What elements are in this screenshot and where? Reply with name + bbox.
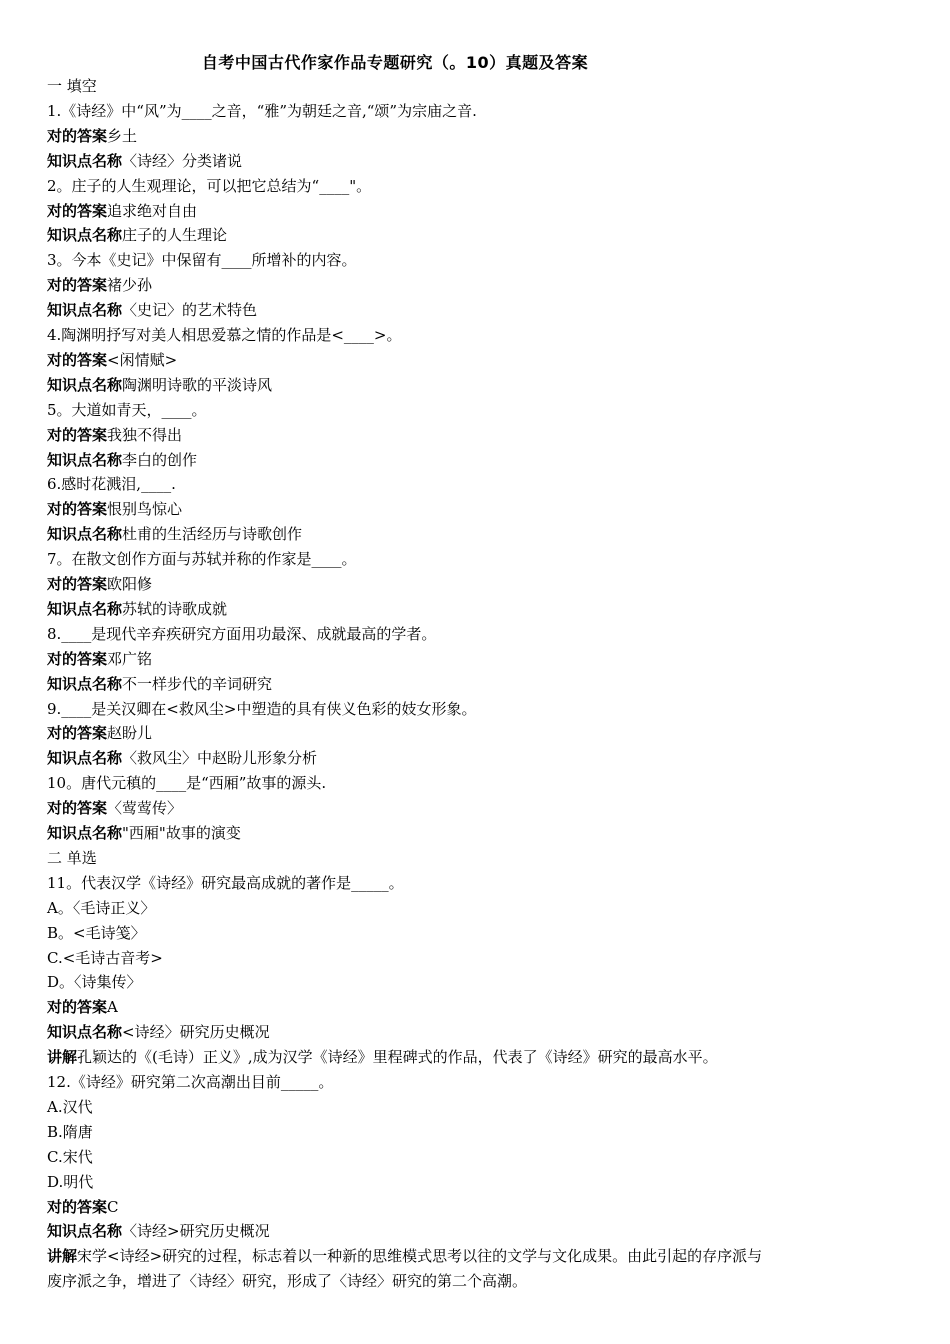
text-line — [47, 275, 152, 295]
line-text: C — [107, 1197, 119, 1216]
line-text: 不一样步代的辛词研究 — [122, 674, 273, 693]
field-label: 对的答案 — [47, 575, 108, 593]
line-text: C.<毛诗古音考> — [47, 948, 163, 967]
text-line — [47, 1271, 527, 1291]
text-line — [47, 1197, 119, 1217]
field-label: 知识点名称 — [47, 375, 123, 394]
text-line — [47, 126, 137, 146]
field-label: 知识点名称 — [47, 824, 123, 842]
line-text: <诗经〉研究历史概况 — [122, 1023, 270, 1042]
line-text: A — [107, 998, 118, 1017]
line-text: A.汉代 — [47, 1097, 93, 1116]
text-line — [47, 823, 241, 843]
text-line — [47, 1047, 718, 1067]
text-line — [47, 76, 97, 96]
text-line — [47, 350, 177, 370]
text-line — [47, 848, 97, 868]
line-text: 二 单选 — [47, 848, 97, 867]
line-text: 褚少孙 — [107, 276, 153, 295]
text-line — [47, 201, 197, 221]
field-label: 对的答案 — [47, 276, 108, 295]
text-line — [47, 798, 182, 818]
line-text: 〈莺莺传〉 — [107, 799, 183, 818]
line-text: 追求绝对自由 — [107, 201, 198, 220]
line-text: <闲情赋> — [107, 350, 178, 369]
text-line — [47, 400, 207, 420]
text-line — [47, 300, 257, 320]
text-line — [47, 1022, 270, 1042]
line-text: 一 填空 — [47, 77, 97, 95]
text-line — [47, 649, 152, 669]
line-text: B.隋唐 — [47, 1122, 93, 1141]
line-text: 1.《诗经》中“风”为____之音，“雅”为朝廷之音,“颂”为宗庙之音. — [47, 101, 477, 120]
line-text: 9.____是关汉卿在<救风尘>中塑造的具有侠义色彩的妓女形象。 — [47, 699, 477, 718]
text-line — [47, 151, 242, 171]
text-line — [47, 450, 197, 470]
line-text: 〈诗经>研究历史概况 — [122, 1222, 270, 1241]
line-text: 宋学<诗经>研究的过程，标志着以一种新的思维模式思考以往的文学与文化成果。由此引起的存序派与 — [77, 1247, 763, 1266]
line-text: 孔颖达的《(毛诗）正义》,成为汉学《诗经》里程碑式的作品，代表了《诗经》研究的最高水平。 — [77, 1048, 718, 1067]
line-text: 7。在散文创作方面与苏轼并称的作家是____。 — [47, 550, 357, 569]
field-label: 对的答案 — [47, 724, 108, 743]
field-label: 知识点名称 — [47, 749, 123, 768]
field-label: 对的答案 — [47, 126, 108, 145]
line-text: 苏轼的诗歌成就 — [122, 599, 228, 618]
line-text: 6.感时花溅泪,____. — [47, 475, 176, 494]
field-label: 知识点名称 — [47, 226, 123, 245]
text-line — [47, 325, 401, 345]
text-line — [47, 948, 163, 968]
line-text: "西厢"故事的演变 — [122, 824, 241, 842]
text-line — [47, 699, 476, 719]
text-line — [47, 574, 152, 594]
field-label: 知识点名称 — [47, 674, 123, 693]
text-line — [47, 375, 272, 395]
text-line — [47, 972, 142, 992]
line-text: 我独不得出 — [107, 425, 183, 444]
field-label: 知识点名称 — [47, 301, 123, 320]
text-line — [47, 674, 272, 694]
line-text: 〈诗经〉分类诸说 — [122, 151, 243, 170]
text-line — [47, 1147, 93, 1167]
line-text: 乡土 — [107, 126, 138, 145]
line-text: 4.陶渊明抒写对美人相思爱慕之情的作品是<____>。 — [47, 326, 402, 344]
field-label: 对的答案 — [47, 799, 108, 818]
text-line — [47, 748, 317, 768]
field-label: 对的答案 — [47, 350, 108, 369]
text-line — [47, 873, 404, 893]
text-line — [47, 524, 302, 544]
line-text: 8.____是现代辛弃疾研究方面用功最深、成就最高的学者。 — [47, 624, 437, 643]
line-text: 3。今本《史记》中保留有____所增补的内容。 — [47, 251, 357, 270]
field-label: 知识点名称 — [47, 151, 123, 170]
text-line — [47, 599, 227, 619]
text-line — [47, 225, 227, 245]
line-text: 杜甫的生活经历与诗歌创作 — [122, 525, 303, 544]
line-text: D。〈诗集传〉 — [47, 973, 142, 992]
field-label: 知识点名称 — [47, 450, 123, 469]
line-text: 〈史记〉的艺术特色 — [122, 301, 258, 320]
text-line — [47, 1221, 270, 1241]
line-text: 废序派之争，增进了〈诗经〉研究，形成了〈诗经〉研究的第二个高潮。 — [47, 1272, 528, 1291]
text-line — [47, 624, 436, 644]
text-line — [47, 474, 176, 494]
line-text: 赵盼儿 — [107, 724, 153, 743]
field-label: 对的答案 — [47, 425, 108, 444]
text-line — [47, 1097, 93, 1117]
line-text: 李白的创作 — [122, 450, 198, 469]
text-line — [47, 923, 146, 943]
line-text: 欧阳修 — [107, 575, 153, 593]
line-text: B。<毛诗笺〉 — [47, 923, 146, 942]
field-label: 知识点名称 — [47, 599, 123, 618]
line-text: 陶渊明诗歌的平淡诗风 — [122, 375, 273, 394]
field-label: 对的答案 — [47, 649, 108, 668]
field-label: 知识点名称 — [47, 1023, 123, 1042]
text-line — [47, 723, 152, 743]
text-line — [47, 997, 118, 1017]
text-line — [47, 898, 155, 918]
text-line — [47, 1072, 333, 1092]
text-line — [47, 101, 477, 121]
text-line — [47, 1246, 762, 1266]
text-line — [47, 250, 357, 270]
line-text: 恨别鸟惊心 — [107, 500, 183, 519]
field-label: 对的答案 — [47, 500, 108, 519]
text-line — [47, 499, 182, 519]
text-line — [47, 549, 357, 569]
text-line — [47, 176, 371, 196]
line-text: 2。庄子的人生观理论，可以把它总结为“____"。 — [47, 176, 372, 195]
line-text: A。〈毛诗正义〉 — [47, 898, 156, 917]
field-label: 知识点名称 — [47, 1222, 123, 1241]
line-text: D.明代 — [47, 1172, 94, 1191]
document-title: 自考中国古代作家作品专题研究（。10）真题及答案 — [201, 53, 589, 72]
line-text: 庄子的人生理论 — [122, 226, 228, 245]
field-label: 讲解 — [47, 1247, 78, 1266]
field-label: 对的答案 — [47, 201, 108, 220]
line-text: 10。唐代元稹的____是“西厢”故事的源头. — [47, 774, 327, 793]
line-text: 11。代表汉学《诗经》研究最高成就的著作是_____。 — [47, 873, 404, 892]
text-line — [47, 1122, 93, 1142]
field-label: 对的答案 — [47, 998, 108, 1017]
field-label: 知识点名称 — [47, 525, 123, 544]
line-text: 邓广铭 — [107, 649, 153, 668]
text-line — [47, 425, 182, 445]
line-text: 5。大道如青天，____。 — [47, 400, 207, 419]
field-label: 对的答案 — [47, 1197, 108, 1216]
line-text: C.宋代 — [47, 1147, 93, 1166]
text-line — [47, 1172, 93, 1192]
text-line — [47, 773, 326, 793]
field-label: 讲解 — [47, 1048, 78, 1067]
line-text: 〈救风尘〉中赵盼儿形象分析 — [122, 749, 318, 768]
line-text: 12.《诗经》研究第二次高潮出目前_____。 — [47, 1073, 334, 1091]
